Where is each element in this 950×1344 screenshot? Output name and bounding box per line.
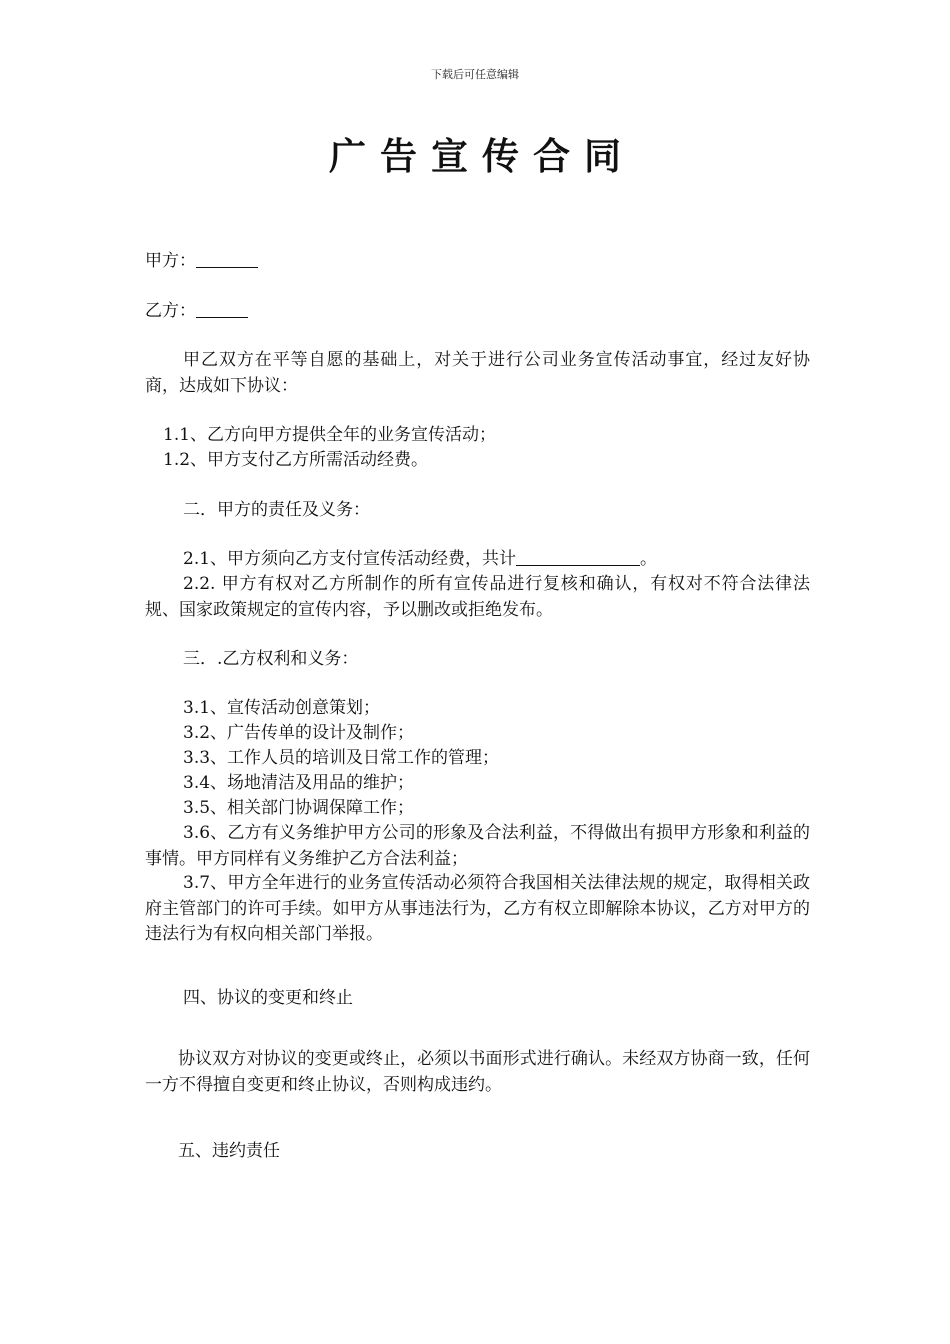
section-2-heading: 二．甲方的责任及义务： (183, 500, 370, 520)
clause-3-2: 3.2、广告传单的设计及制作； (183, 723, 415, 743)
header-note: 下载后可任意编辑 (431, 68, 519, 81)
clause-2-1 (183, 547, 848, 572)
clause-3-3: 3.3、工作人员的培训及日常工作的管理； (183, 748, 500, 768)
party-a-blank (196, 249, 258, 268)
section-4-heading: 四、协议的变更和终止 (183, 988, 353, 1008)
party-a-label: 甲方： (145, 251, 196, 271)
section-3-heading: 三．.乙方权利和义务： (183, 649, 359, 669)
clause-3-4: 3.4、场地清洁及用品的维护； (183, 773, 415, 793)
amount-blank (516, 547, 640, 566)
clause-3-5: 3.5、相关部门协调保障工作； (183, 798, 415, 818)
clause-2-2: 2.2. 甲方有权对乙方所制作的所有宣传品进行复核和确认，有权对不符合法律法规、国家政策规定的宣传内容，予以删改或拒绝发布。 (145, 574, 810, 620)
section-5-heading: 五、违约责任 (178, 1141, 280, 1161)
clause-3-7: 3.7、甲方全年进行的业务宣传活动必须符合我国相关法律法规的规定，取得相关政府主管部门的许可手续。如甲方从事违法行为，乙方有权立即解除本协议，乙方对甲方的违法行为有权向相关部门举报。 (145, 873, 810, 944)
clause-1-2: 1.2、甲方支付乙方所需活动经费。 (163, 450, 429, 470)
party-b-line (145, 299, 810, 324)
section-4-body: 协议双方对协议的变更或终止，必须以书面形式进行确认。未经双方协商一致，任何一方不得擅自变更和终止协议，否则构成违约。 (145, 1049, 810, 1095)
clause-3-6: 3.6、乙方有义务维护甲方公司的形象及合法利益，不得做出有损甲方形象和利益的事情。甲方同样有义务维护乙方合法利益； (145, 823, 810, 869)
contract-title: 广告宣传合同 (329, 135, 635, 178)
clause-3-1: 3.1、宣传活动创意策划； (183, 698, 381, 718)
intro-paragraph: 甲乙双方在平等自愿的基础上，对关于进行公司业务宣传活动事宜，经过友好协商，达成如下协议： (145, 350, 810, 396)
clause-2-1-text: 2.1、甲方须向乙方支付宣传活动经费，共计 (183, 549, 517, 569)
clause-1-1: 1.1、乙方向甲方提供全年的业务宣传活动； (163, 425, 497, 445)
clause-2-1-end: 。 (640, 549, 658, 569)
party-b-label: 乙方： (145, 301, 196, 321)
party-b-blank (196, 299, 248, 318)
party-a-line (145, 249, 810, 274)
